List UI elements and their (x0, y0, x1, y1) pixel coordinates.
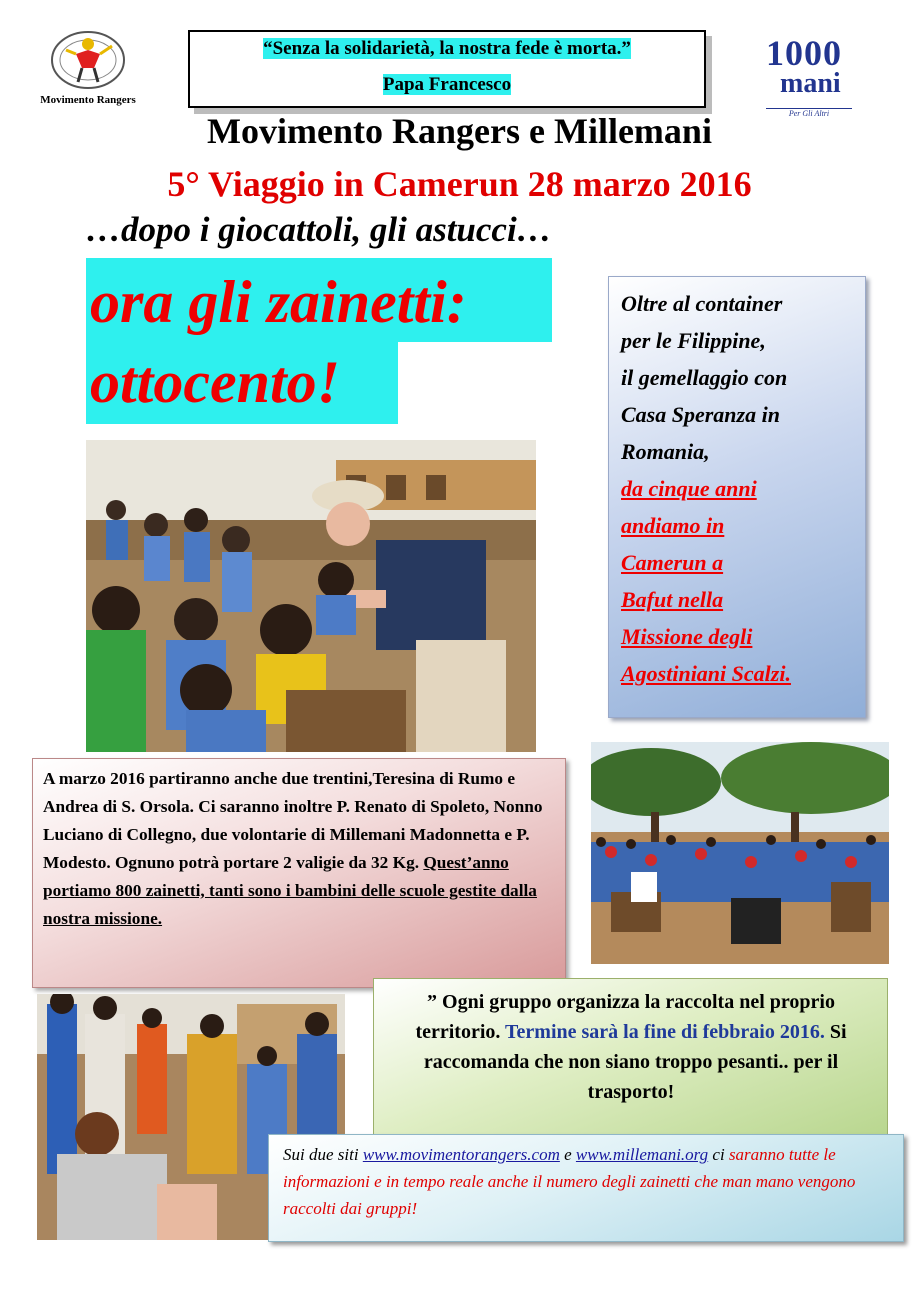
side-red-line: da cinque anni (621, 476, 757, 501)
websites-and: e (559, 1145, 576, 1164)
side-line: Casa Speranza in (621, 402, 780, 427)
websites-red-text: saranno tutte le informazioni e in tempo reale anche il numero degli zainetti che man mano vengono raccolti dai gruppi! (283, 1145, 856, 1218)
trip-title: 5° Viaggio in Camerun 28 marzo 2016 (167, 164, 752, 204)
logo-word: mani (780, 68, 841, 99)
travel-info-box (32, 758, 566, 988)
logo-caption: Movimento Rangers (40, 94, 136, 106)
side-line: il gemellaggio con (621, 365, 788, 390)
photo-school-gathering (591, 742, 889, 964)
side-red-line: andiamo in (621, 513, 725, 538)
collection-text-2: Si raccomanda che non siano troppo pesanti.. per il trasporto! (423, 1021, 847, 1103)
collection-text-1: ” Ogni gruppo organizza la raccolta nel proprio territorio. (415, 991, 835, 1043)
quote-text: “Senza la solidarietà, la nostra fede è morta.” (263, 38, 631, 59)
millemani-logo (722, 30, 862, 118)
quote-author: Papa Francesco (382, 74, 512, 95)
side-red-line: Agostiniani Scalzi. (621, 661, 791, 686)
side-line: Oltre al container (621, 291, 783, 316)
movimento-rangers-logo (32, 24, 144, 112)
side-red-line: Missione degli (621, 624, 753, 649)
millemani-website-link[interactable]: www.millemani.org (575, 1145, 709, 1164)
logo-number: 1000 (766, 33, 842, 73)
headline (90, 262, 467, 422)
rangers-website-link[interactable]: www.movimentorangers.com (362, 1145, 560, 1164)
quote-box (188, 30, 706, 108)
headline-line-1: ora gli zainetti: (90, 269, 467, 335)
collection-info-box (373, 978, 888, 1140)
headline-line-2: ottocento! (90, 349, 340, 415)
side-line: per le Filippine, (621, 328, 766, 353)
websites-intro: Sui due siti (283, 1145, 363, 1164)
photo-children-backpacks (86, 440, 536, 752)
websites-info-box (268, 1134, 904, 1242)
travel-info-underlined: Quest’anno portiamo 800 zainetti, tanti sono i bambini delle scuole gestite dalla nostra missione. (43, 853, 537, 928)
travel-info-text: A marzo 2016 partiranno anche due trentini,Teresina di Rumo e Andrea di S. Orsola. Ci saranno inoltre P. Renato di Spoleto, Nonno Luciano di Collegno, due volontarie di Millemani Madonnetta e P. Modesto. Ognuno potrà portare 2 valigie da 32 Kg. (43, 769, 543, 872)
websites-ci: ci (708, 1145, 725, 1164)
subtitle: …dopo i giocattoli, gli astucci… (86, 210, 552, 249)
side-line: Romania, (621, 439, 710, 464)
rangers-emblem-icon (46, 24, 130, 94)
side-red-line: Bafut nella (621, 587, 724, 612)
side-info-box (608, 276, 866, 718)
main-title: Movimento Rangers e Millemani (207, 111, 712, 151)
side-red-line: Camerun a (621, 550, 724, 575)
logo-tagline: Per Gli Altri (766, 108, 852, 118)
collection-deadline: Termine sarà la fine di febbraio 2016. (505, 1021, 825, 1043)
